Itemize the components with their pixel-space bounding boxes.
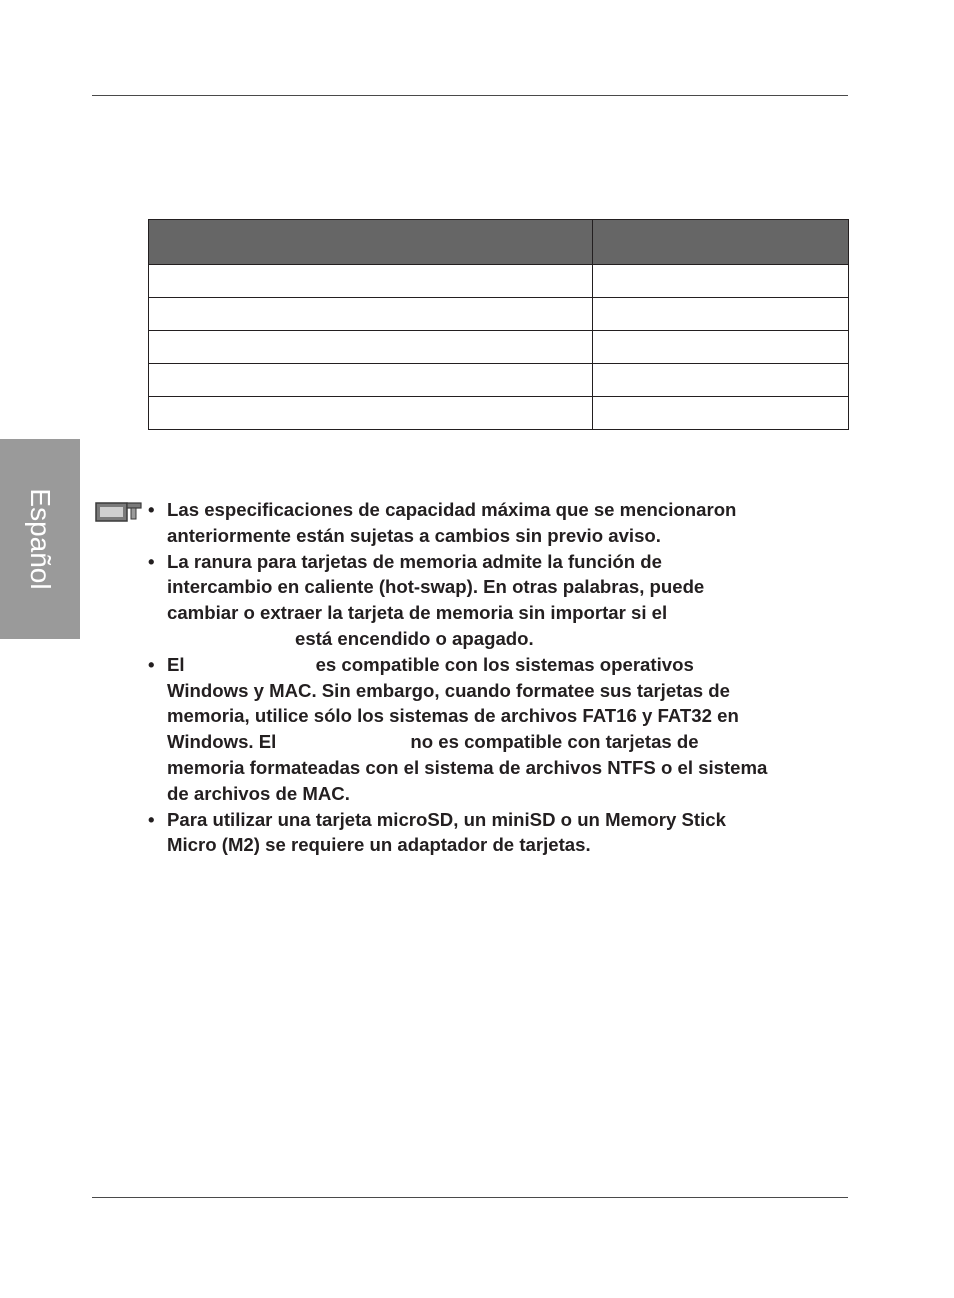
note-line: Para utilizar una tarjeta microSD, un miniSD o un Memory Stick xyxy=(167,808,726,830)
language-tab-label: Español xyxy=(25,488,56,590)
table-cell xyxy=(593,265,849,298)
notes-list xyxy=(148,497,848,858)
note-line: Las especificaciones de capacidad máxima que se mencionaron xyxy=(167,499,737,520)
table-cell xyxy=(149,331,593,364)
note-line: intercambio en caliente (hot-swap). En otras palabras, puede xyxy=(167,576,705,598)
table-row xyxy=(149,265,849,298)
note-icon xyxy=(95,501,143,523)
note-line: anteriormente están sujetas a cambios sin previo aviso. xyxy=(167,524,661,546)
note-line: memoria formateadas con el sistema de archivos NTFS o el sistema xyxy=(167,756,768,778)
note-line: cambiar o extraer la tarjeta de memoria sin importar si el xyxy=(167,602,668,624)
table-header-cell xyxy=(593,220,849,265)
table-cell xyxy=(149,265,593,298)
top-rule xyxy=(92,95,848,96)
note-line: Windows. El xyxy=(167,731,277,753)
bullet: • xyxy=(148,499,155,520)
bottom-rule xyxy=(92,1197,848,1198)
table-cell xyxy=(149,364,593,397)
table-row xyxy=(149,397,849,430)
note-line: Windows y MAC. Sin embargo, cuando formatee sus tarjetas de xyxy=(167,679,730,701)
table-cell xyxy=(593,364,849,397)
list-item xyxy=(148,549,848,652)
note-line: está encendido o apagado. xyxy=(295,627,534,649)
language-side-tab xyxy=(0,439,80,639)
note-line: de archivos de MAC. xyxy=(167,782,350,804)
note-line: La ranura para tarjetas de memoria admite la función de xyxy=(167,550,662,572)
note-line: es compatible con los sistemas operativos xyxy=(315,653,694,675)
list-item xyxy=(148,807,848,859)
bullet: • xyxy=(148,550,155,572)
capacity-spec-table xyxy=(148,219,849,430)
bullet: • xyxy=(148,808,155,830)
table-cell xyxy=(593,331,849,364)
table-row xyxy=(149,331,849,364)
list-item xyxy=(148,652,848,807)
table-cell xyxy=(149,397,593,430)
list-item xyxy=(148,497,848,549)
table-cell xyxy=(149,298,593,331)
table-header-row xyxy=(149,220,849,265)
table-header-cell xyxy=(149,220,593,265)
note-line: El xyxy=(167,653,185,675)
table-cell xyxy=(593,298,849,331)
note-line: Micro (M2) se requiere un adaptador de tarjetas. xyxy=(167,834,591,856)
table-row xyxy=(149,298,849,331)
bullet: • xyxy=(148,653,155,675)
note-line: no es compatible con tarjetas de xyxy=(410,731,699,753)
table-row xyxy=(149,364,849,397)
table-cell xyxy=(593,397,849,430)
note-line: memoria, utilice sólo los sistemas de archivos FAT16 y FAT32 en xyxy=(167,705,739,727)
